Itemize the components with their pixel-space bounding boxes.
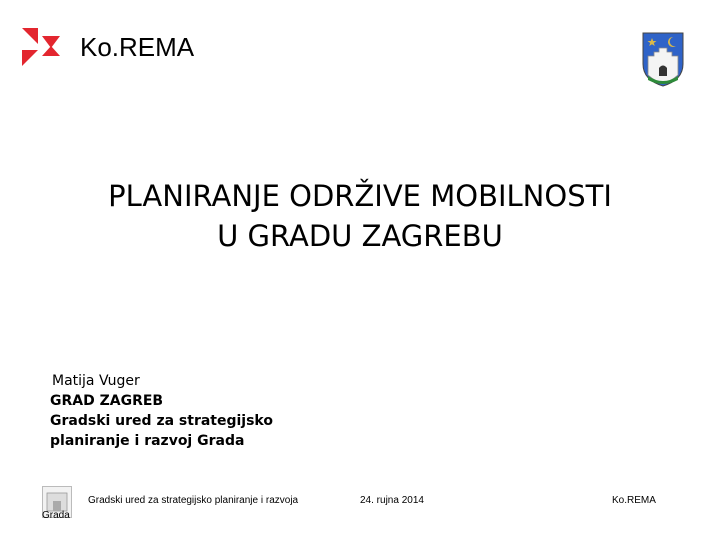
footer-department: Gradski ured za strategijsko planiranje i razvoja	[88, 495, 299, 506]
brand-name: Ko.REMA	[80, 32, 195, 62]
zagreb-crest-icon	[640, 30, 686, 88]
slide-title	[40, 176, 680, 256]
title-line-2: U GRADU ZAGREBU	[217, 219, 503, 253]
korema-logo-icon	[20, 24, 64, 70]
author-organization: GRAD ZAGREB	[50, 393, 164, 409]
author-department-line-2: planiranje i razvoj Grada	[50, 433, 245, 449]
footer-brand: Ko.REMA	[612, 495, 656, 506]
author-name: Matija Vuger	[52, 373, 140, 389]
author-department-line-1: Gradski ured za strategijsko	[50, 413, 273, 429]
author-block	[50, 371, 273, 451]
footer-thumbnail-label: Grada	[42, 510, 70, 521]
title-line-1: PLANIRANJE ODRŽIVE MOBILNOSTI	[108, 179, 612, 213]
footer-date: 24. rujna 2014	[360, 495, 424, 506]
